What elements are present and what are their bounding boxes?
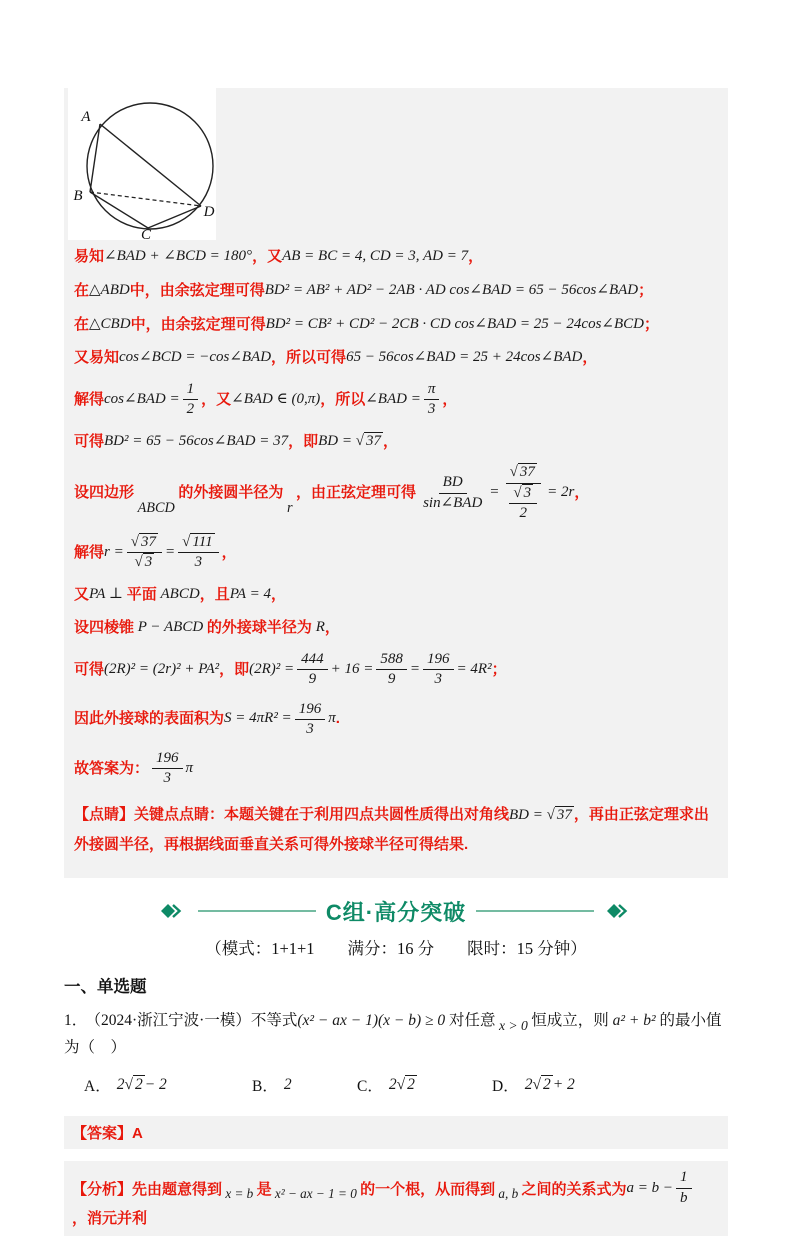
red-text: 故答案为：: [74, 759, 150, 777]
chord-AD: [100, 124, 201, 206]
question-stem: [64, 1012, 722, 1057]
red-text: 的外接球半径为: [206, 619, 312, 637]
solution-lines: [74, 240, 718, 866]
solution-line: [74, 645, 718, 695]
math-text: 2: [519, 504, 528, 521]
question-1: [64, 1007, 728, 1063]
banner-title: C组·高分突破: [325, 899, 467, 925]
math-text: 3: [163, 770, 172, 787]
solution-line: [74, 341, 718, 375]
math-text: r =: [104, 543, 124, 560]
math-text: 444: [301, 651, 324, 667]
math-fraction: [502, 464, 544, 522]
math-text: 2: [524, 1076, 533, 1094]
math-text: 588: [380, 651, 403, 667]
red-text: ，: [574, 484, 590, 502]
red-text: ，: [270, 585, 286, 603]
math-fraction: [178, 534, 219, 572]
math-text: 37: [519, 464, 535, 481]
math-text: 3: [427, 401, 436, 418]
math-text: 2: [116, 1076, 125, 1094]
math-text: cos∠BCD = −cos∠BAD: [119, 349, 272, 366]
answer-row: [64, 1116, 728, 1149]
math-text: 3: [306, 720, 314, 737]
red-text: 平面: [126, 585, 157, 603]
solution-line: [74, 375, 718, 425]
math-text: a, b: [495, 1185, 522, 1201]
math-text: 2: [542, 1076, 551, 1094]
math-text: ∠BAD + ∠BCD = 180°: [104, 248, 253, 264]
math-sqrt: √ 3: [134, 554, 153, 571]
solution-line: [74, 274, 718, 308]
math-text: cos∠BAD =: [104, 390, 180, 407]
option-A: [84, 1074, 252, 1096]
math-fraction: [295, 701, 326, 739]
math-sqrt: √ 3: [513, 484, 532, 501]
math-text: 2: [407, 1076, 415, 1094]
math-text: x² − ax − 1 = 0: [271, 1185, 361, 1201]
red-text: 设四边形: [74, 484, 135, 502]
solution-line: [74, 458, 718, 528]
red-text: ，: [221, 543, 237, 561]
math-text: (2R)² = (2r)² + PA²: [104, 660, 220, 677]
math-text: =: [164, 543, 176, 560]
solution-line: [74, 695, 718, 745]
math-text: BD² = 65 − 56cos∠BAD = 37: [104, 432, 289, 449]
math-text: (2R)² =: [249, 660, 295, 677]
red-text: 又: [74, 585, 90, 603]
math-fraction: [509, 485, 537, 523]
red-text: 中，由余弦定理可得: [129, 281, 265, 299]
red-text: ；: [638, 281, 654, 299]
math-text: △ABD: [89, 281, 130, 298]
red-text: ，又: [201, 390, 232, 408]
math-text: P − ABCD: [134, 619, 207, 636]
math-fraction: [376, 651, 407, 689]
math-text: BD² = CB² + CD² − 2CB · CD cos∠BAD = 25 − 24cos∠BCD: [265, 315, 644, 332]
red-text: ，: [324, 619, 340, 637]
red-text: 【分析】先由题意得到: [72, 1180, 223, 1198]
math-text: 3: [144, 554, 153, 571]
red-text: ；: [491, 660, 507, 678]
math-text: r: [283, 499, 297, 516]
section-heading: 一、单选题: [64, 976, 147, 996]
math-text: sin∠BAD: [423, 494, 483, 511]
red-text: 之间的关系式为: [521, 1180, 627, 1198]
diamond-arrow-icon: [604, 902, 634, 920]
math-text: 2: [186, 401, 195, 418]
math-text: BD² = AB² + AD² − 2AB · AD cos∠BAD = 65 − 56cos∠BAD: [264, 281, 639, 298]
math-text: BD =: [318, 432, 356, 449]
question-number: 1．: [64, 1011, 88, 1029]
black-text: （2024·浙江宁波·一模）不等式: [93, 1011, 298, 1029]
math-fraction: [676, 1169, 692, 1207]
red-text: ，: [382, 432, 398, 450]
vertex-label-C: C: [140, 227, 152, 240]
math-sqrt: √ 37: [130, 534, 156, 550]
banner-rule-right: [476, 910, 594, 912]
math-text: = 4R²: [456, 660, 492, 677]
math-fraction: [297, 651, 328, 689]
red-text: .: [335, 710, 340, 728]
math-text: ∠BAD ∈ (0,π): [231, 390, 321, 407]
math-text: ABCD: [134, 499, 179, 516]
options-row: [64, 1074, 728, 1096]
math-text: 2: [134, 1076, 143, 1094]
red-text: 可得: [74, 432, 105, 450]
math-text: PA = 4: [229, 585, 271, 602]
red-text: 因此外接球的表面积为: [74, 710, 225, 728]
math-sqrt: √ 37: [509, 464, 535, 481]
red-text: ，: [582, 349, 598, 367]
red-text: ；: [643, 315, 659, 333]
red-text: ，即: [219, 660, 250, 678]
math-text: + 16 =: [330, 660, 374, 677]
red-text: 是: [256, 1180, 272, 1198]
math-sqrt: √ 2: [532, 1076, 551, 1094]
red-text: ，由正弦定理可得: [296, 484, 417, 502]
math-text: a² + b²: [608, 1011, 660, 1029]
math-text: = 2r: [547, 484, 575, 501]
red-text: 【点睛】关键点点睛：本题关键在于利用四点共圆性质得出对角线: [74, 805, 510, 823]
math-text: π: [328, 710, 336, 727]
red-text: ，又: [252, 248, 283, 265]
red-text: ，即: [288, 432, 319, 450]
option-label: C．: [357, 1078, 383, 1096]
solution-line: [74, 794, 718, 866]
red-text: ，且: [199, 585, 230, 603]
section-banner: [64, 896, 728, 927]
math-fraction: [424, 381, 440, 419]
solution-line: [74, 308, 718, 342]
math-text: x > 0: [495, 1018, 532, 1034]
analysis-row: [64, 1161, 728, 1236]
geometry-figure: [68, 88, 216, 240]
math-text: AB = BC = 4, CD = 3, AD = 7: [282, 248, 469, 264]
math-text: b: [680, 1189, 688, 1206]
diagonal-BD-dashed: [90, 192, 201, 206]
math-text: S = 4πR² =: [224, 710, 292, 727]
math-text: 2: [283, 1076, 292, 1094]
option-label: D．: [492, 1078, 519, 1096]
vertex-label-A: A: [81, 109, 91, 125]
math-text: π: [427, 381, 436, 397]
math-text: 3: [434, 671, 443, 688]
solution-line: [74, 578, 718, 612]
red-text: ，所以可得: [271, 349, 347, 367]
red-text: 的外接圆半径为: [178, 484, 284, 502]
math-text: 9: [387, 671, 396, 688]
red-text: 在: [74, 315, 90, 333]
math-text: 9: [308, 671, 317, 688]
option-label: A．: [84, 1078, 111, 1096]
red-text: ，所以: [320, 390, 366, 408]
math-text: BD: [442, 474, 463, 491]
math-text: a = b −: [626, 1179, 673, 1196]
math-text: − 2: [144, 1076, 167, 1094]
option-label: B．: [252, 1078, 278, 1096]
black-text: 对任意: [449, 1011, 496, 1029]
math-text: ∠BAD =: [365, 390, 421, 407]
red-text: ，再由正弦定理求出外接圆半径，再根据线面垂直关系可得外接球半径可得结果.: [74, 805, 709, 853]
chord-BC: [90, 192, 148, 228]
math-text: 37: [365, 432, 381, 449]
black-text: 的最小值为（ ）: [64, 1011, 722, 1057]
math-text: 65 − 56cos∠BAD = 25 + 24cos∠BAD: [346, 349, 583, 366]
red-text: 易知: [74, 248, 105, 265]
math-fraction: [127, 534, 162, 572]
solution-panel: [64, 88, 728, 878]
black-text: 恒成立，则: [531, 1011, 609, 1029]
red-text: 设四棱锥: [74, 619, 135, 637]
math-text: + 2: [552, 1076, 575, 1094]
math-text: BD =: [509, 806, 547, 823]
math-sqrt: √ 2: [124, 1076, 143, 1094]
math-fraction: [183, 381, 199, 419]
math-text: =: [489, 484, 500, 501]
math-sqrt: √ 111: [182, 534, 213, 550]
red-text: ，: [442, 390, 458, 408]
solution-line: [74, 425, 718, 459]
math-sqrt: √ 37: [546, 806, 572, 823]
math-text: PA ⊥: [89, 585, 127, 602]
math-text: 1: [186, 381, 195, 397]
math-fraction: [423, 651, 454, 689]
vertex-label-B: B: [73, 188, 83, 204]
option-D: [492, 1074, 575, 1096]
math-text: 37: [556, 806, 572, 823]
solution-line: [74, 611, 718, 645]
math-text: 37: [140, 534, 156, 550]
option-C: [357, 1074, 492, 1096]
red-text: 解得: [74, 543, 105, 561]
math-text: π: [185, 759, 194, 776]
math-text: 3: [523, 484, 532, 501]
figure-box: [68, 88, 216, 240]
math-text: R: [311, 619, 325, 636]
diamond-arrow-icon: [158, 902, 188, 920]
red-text: 又易知: [74, 349, 120, 367]
red-text: 可得: [74, 660, 105, 678]
vertex-label-D: D: [203, 204, 215, 220]
circumcircle: [87, 103, 213, 229]
math-sqrt: √ 2: [396, 1076, 415, 1094]
math-text: (x² − ax − 1)(x − b) ≥ 0: [297, 1011, 450, 1029]
math-text: 3: [194, 554, 203, 571]
math-fraction: [419, 474, 486, 512]
red-text: ，消元并利: [72, 1209, 148, 1227]
math-text: 196: [427, 651, 450, 667]
red-text: 中，由余弦定理可得: [130, 315, 266, 333]
math-text: 2: [388, 1076, 397, 1094]
red-text: ，: [468, 248, 484, 265]
solution-line: [74, 744, 718, 794]
red-text: 【答案】A: [72, 1125, 143, 1143]
math-sqrt: √ 37: [355, 432, 381, 449]
math-text: 1: [680, 1169, 688, 1186]
solution-line: [74, 528, 718, 578]
red-text: 在: [74, 281, 90, 299]
banner-subtitle: （模式：1+1+1 满分：16 分 限时：15 分钟）: [205, 938, 587, 958]
math-fraction: [152, 750, 183, 788]
math-text: =: [409, 660, 421, 677]
math-text: 111: [192, 534, 213, 550]
red-text: 的一个根，从而得到: [360, 1180, 496, 1198]
math-text: 196: [156, 750, 179, 766]
math-text: 196: [298, 700, 322, 717]
solution-line: [74, 240, 718, 274]
math-text: △CBD: [89, 315, 131, 332]
math-text: x = b: [222, 1185, 257, 1201]
math-text: ABCD: [156, 585, 200, 602]
banner-rule-left: [198, 910, 316, 912]
red-text: 解得: [74, 390, 105, 408]
option-B: [252, 1074, 357, 1096]
